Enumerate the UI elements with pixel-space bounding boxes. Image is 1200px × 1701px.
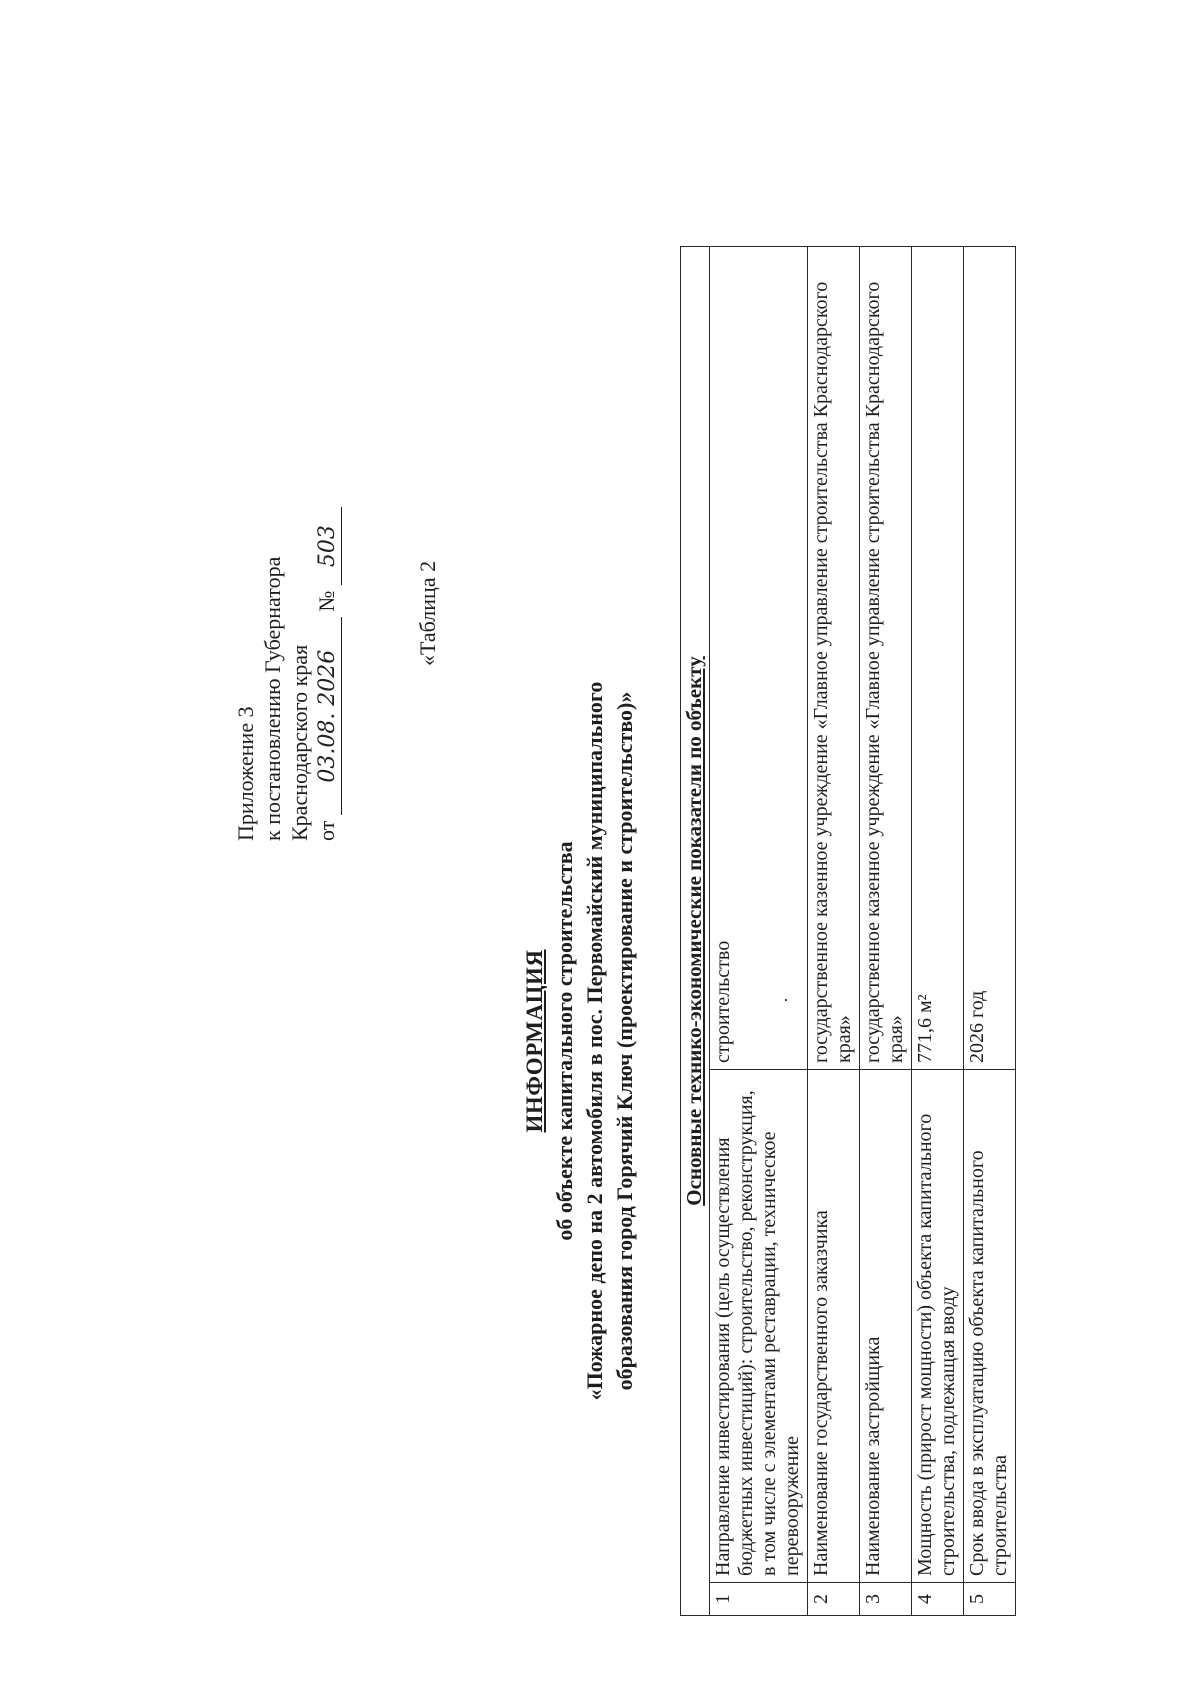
row-parameter: Наименование государственного заказчика: [808, 1070, 860, 1583]
row-value-text: строительство: [712, 940, 734, 1063]
row-value: 771,6 м²: [912, 247, 964, 1070]
appendix-line-2: к постановлению Губернатора: [260, 556, 285, 841]
row-number: 3: [860, 1583, 912, 1616]
number-label: №: [314, 590, 339, 612]
table-header-row: [681, 247, 710, 1616]
row-value: государственное казенное учреждение «Главное управление строительства Краснодарского края»: [860, 247, 912, 1070]
title-line-3: образования город Горячий Ключ (проектирование и строительство)»: [612, 691, 637, 1391]
handwritten-date: 03.08. 2026: [314, 617, 342, 815]
appendix-block: [232, 507, 342, 841]
from-label: от: [314, 820, 339, 841]
stray-mark: ·: [776, 997, 796, 1003]
table-row: [860, 247, 912, 1616]
document-page: [0, 251, 1011, 1701]
indicators-table: [680, 246, 1016, 1616]
document-title: [520, 631, 640, 1451]
row-parameter: Срок ввода в эксплуатацию объекта капитального строительства: [964, 1070, 1016, 1583]
row-value: 2026 год: [964, 247, 1016, 1070]
handwritten-number: 503: [314, 507, 342, 585]
table-header: Основные технико-экономические показатели по объекту: [681, 247, 710, 1616]
row-number: 5: [964, 1583, 1016, 1616]
table-row: [912, 247, 964, 1616]
table-label: «Таблица 2: [415, 560, 440, 666]
title-line-2: «Пожарное депо на 2 автомобиля в пос. Первомайский муниципального: [582, 681, 607, 1401]
appendix-line-1: Приложение 3: [233, 706, 258, 841]
table-row: [808, 247, 860, 1616]
row-parameter: Мощность (прирост мощности) объекта капитального строительства, подлежащая вводу: [912, 1070, 964, 1583]
row-parameter: Направление инвестирования (цель осуществления бюджетных инвестиций): строительство, реконструкция, в том числе с элементами реставрации, техническое перевооружение: [710, 1070, 808, 1583]
table-row: [710, 247, 808, 1616]
row-number: 1: [710, 1583, 808, 1616]
title-line-1: об объекте капитального строительства: [552, 841, 577, 1241]
row-number: 4: [912, 1583, 964, 1616]
row-number: 2: [808, 1583, 860, 1616]
table-row: [964, 247, 1016, 1616]
title-heading: ИНФОРМАЦИЯ: [522, 949, 547, 1133]
row-parameter: Наименование застройщика: [860, 1070, 912, 1583]
rotated-page: [0, 251, 1011, 1701]
appendix-line-3: Краснодарского края: [287, 644, 312, 841]
appendix-date-line: [313, 507, 342, 841]
row-value: государственное казенное учреждение «Главное управление строительства Краснодарского края»: [808, 247, 860, 1070]
row-value: [710, 247, 808, 1070]
